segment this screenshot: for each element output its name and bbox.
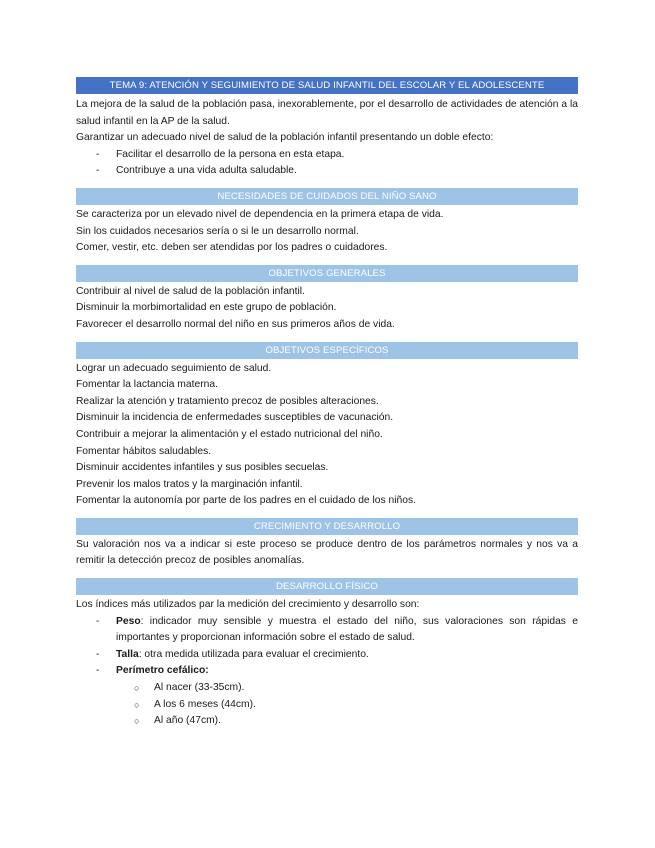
text-line: Fomentar la lactancia materna. xyxy=(76,379,218,391)
intro-paragraph-1: La mejora de la salud de la población pasa, inexorablemente, por el desarrollo de actividades de atención a la salud infantil en la AP de la salud. xyxy=(76,99,578,127)
sublist-item: ○ Al año (47cm). xyxy=(134,715,221,727)
list-item: - Contribuye a una vida adulta saludable. xyxy=(96,165,297,177)
fisico-intro: Los índices más utilizados par la medición del crecimiento y desarrollo son: xyxy=(76,599,420,611)
list-item: - Facilitar el desarrollo de la persona en esta etapa. xyxy=(96,148,345,160)
document-title: TEMA 9: ATENCIÓN Y SEGUIMIENTO DE SALUD INFANTIL DEL ESCOLAR Y EL ADOLESCENTE xyxy=(76,77,578,94)
section-heading-crecimiento: CRECIMIENTO Y DESARROLLO xyxy=(76,518,578,535)
section-heading-desarrollo-fisico: DESARROLLO FÍSICO xyxy=(76,578,578,595)
text-line: Fomentar la autonomía por parte de los padres en el cuidado de los niños. xyxy=(76,495,417,507)
section-heading-necesidades: NECESIDADES DE CUIDADOS DEL NIÑO SANO xyxy=(76,188,578,205)
text-line: Favorecer el desarrollo normal del niño en sus primeros años de vida. xyxy=(76,318,395,330)
text-line: Se caracteriza por un elevado nivel de dependencia en la primera etapa de vida. xyxy=(76,208,444,220)
text-line: Prevenir los malos tratos y la marginación infantil. xyxy=(76,478,303,490)
text-line: Sin los cuidados necesarios sería o si le un desarrollo normal. xyxy=(76,225,359,237)
section-heading-objetivos-generales: OBJETIVOS GENERALES xyxy=(76,265,578,282)
section-heading-objetivos-especificos: OBJETIVOS ESPECÍFICOS xyxy=(76,342,578,359)
list-item-talla: - Talla: otra medida utilizada para evaluar el crecimiento. xyxy=(96,648,369,660)
crecimiento-paragraph: Su valoración nos va a indicar si este proceso se produce dentro de los parámetros normales y nos va a remitir la detección precoz de posibles anomalías. xyxy=(76,538,578,567)
text-line: Contribuir al nivel de salud de la población infantil. xyxy=(76,285,305,297)
text-line: Disminuir accidentes infantiles y sus posibles secuelas. xyxy=(76,462,329,474)
text-line: Lograr un adecuado seguimiento de salud. xyxy=(76,362,272,374)
text-line: Comer, vestir, etc. deben ser atendidas por los padres o cuidadores. xyxy=(76,242,388,254)
text-line: Disminuir la morbimortalidad en este grupo de población. xyxy=(76,302,337,314)
text-line: Disminuir la incidencia de enfermedades susceptibles de vacunación. xyxy=(76,412,394,424)
text-line: Fomentar hábitos saludables. xyxy=(76,445,212,457)
list-item-peso: - Peso: indicador muy sensible y muestra el estado del niño, sus valoraciones son rápidas e importantes y proporcionan información sobre el estado de salud. xyxy=(96,615,578,644)
intro-paragraph-2: Garantizar un adecuado nivel de salud de la población infantil presentando un doble efecto: xyxy=(76,132,494,144)
list-item-perimetro: - Perímetro cefálico: xyxy=(96,665,209,677)
sublist-item: ○ Al nacer (33-35cm). xyxy=(134,682,245,694)
document-page xyxy=(76,77,578,730)
text-line: Realizar la atención y tratamiento precoz de posibles alteraciones. xyxy=(76,395,379,407)
sublist-item: ○ A los 6 meses (44cm). xyxy=(134,698,256,710)
text-line: Contribuir a mejorar la alimentación y el estado nutricional del niño. xyxy=(76,428,383,440)
